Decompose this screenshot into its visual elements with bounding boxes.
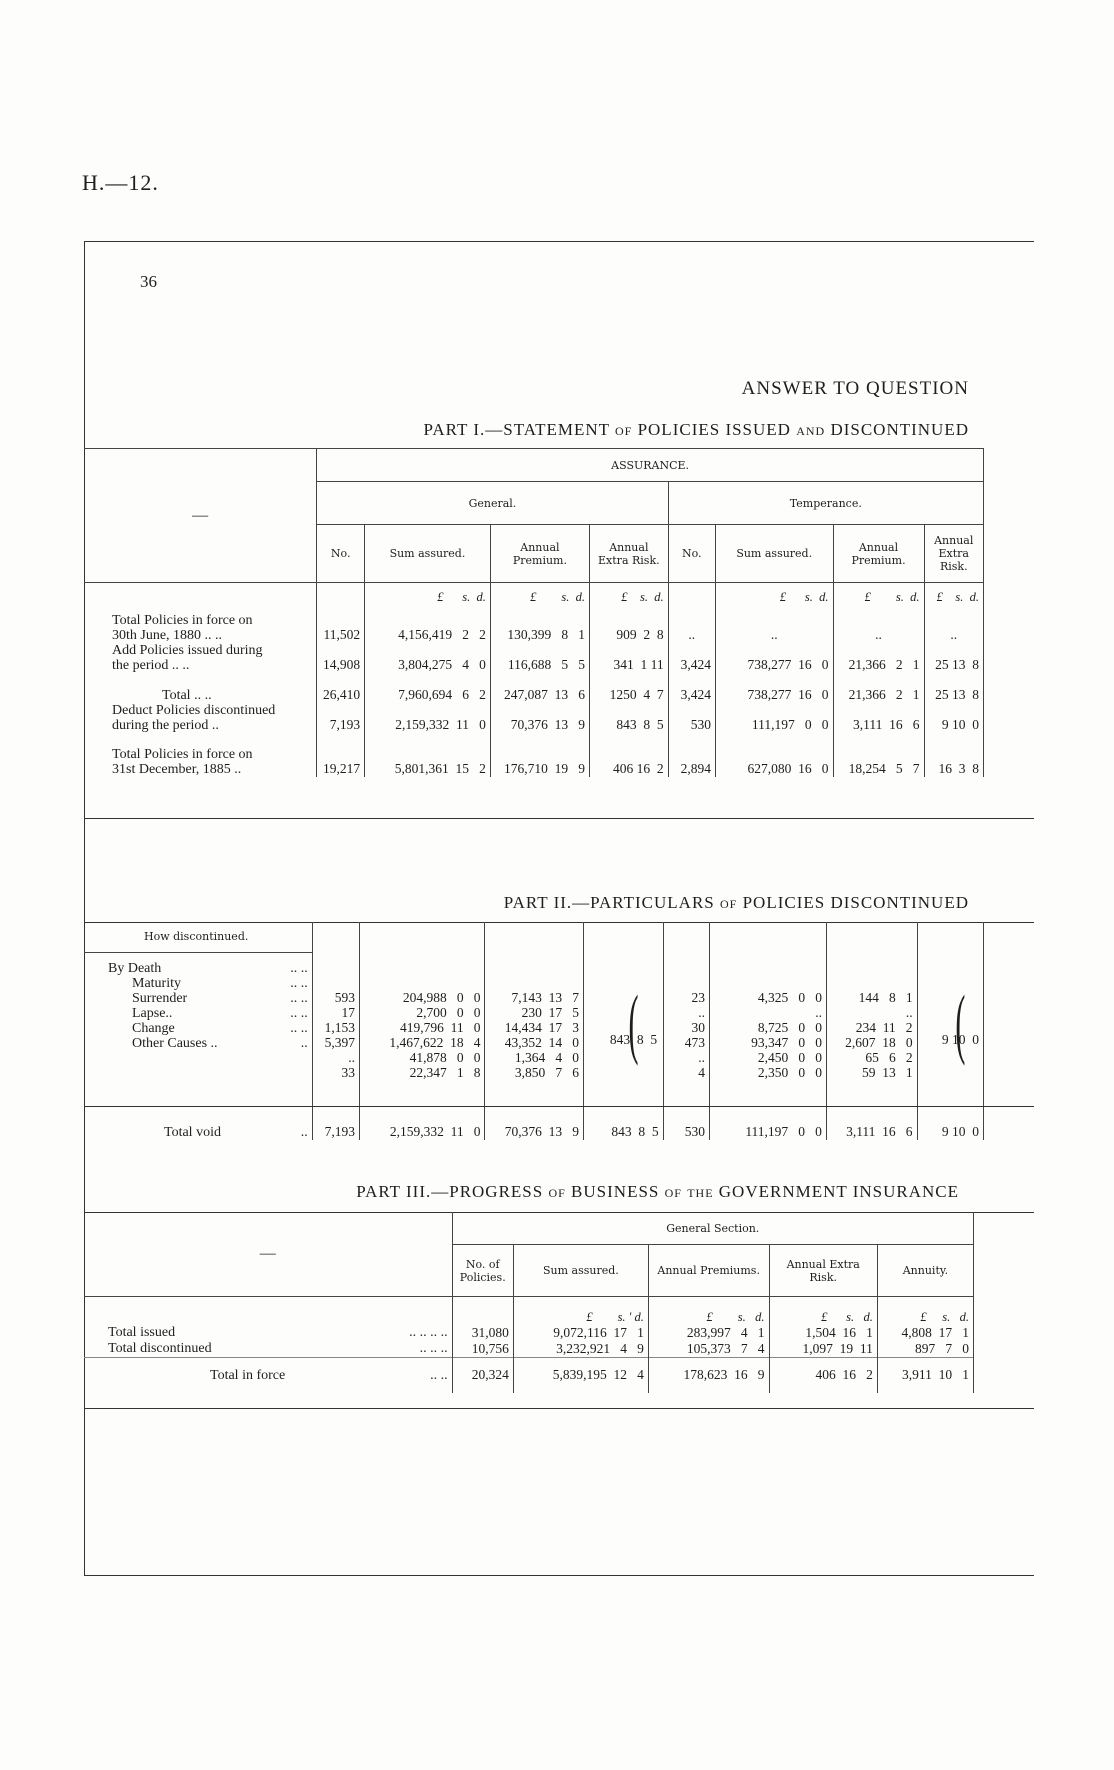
t-extra-header: Annual Extra Risk. — [924, 525, 983, 583]
g-premium-unit: £ s. d. — [490, 583, 589, 613]
g-premium-cell: 43,352 14 0 — [504, 1035, 579, 1050]
row-label: the period .. .. — [112, 657, 190, 673]
row-label: during the period .. — [112, 717, 219, 733]
t-premium-unit: £ s. d. — [833, 583, 924, 613]
left-brace-icon: ( — [628, 981, 639, 1068]
leader-dots: .. .. — [290, 975, 308, 991]
g-no-cell: 33 — [341, 1065, 355, 1080]
top-rule — [84, 241, 1034, 242]
t-no-cell: 530 — [668, 703, 715, 733]
discontinued-reason: Surrender — [132, 990, 188, 1006]
row-label: Total discontinued — [108, 1341, 212, 1356]
premium-cell: 178,623 16 9 — [648, 1357, 769, 1393]
t-premium-cell: .. — [905, 1005, 913, 1020]
t-no-cell: 30 — [691, 1020, 705, 1035]
g-premium-cell: 116,688 5 5 — [490, 643, 589, 673]
g-sum-cell: 1,467,622 18 4 — [389, 1035, 481, 1050]
row-label: Deduct Policies discontinued — [112, 702, 276, 718]
leader-dots: .. .. — [290, 960, 308, 976]
t-sum-header: Sum assured. — [715, 525, 833, 583]
g-no-cell: 26,410 — [317, 673, 365, 703]
premium-cell: 283,997 4 1 — [648, 1325, 769, 1341]
g-sum-cell: 4,156,419 2 2 — [365, 613, 491, 643]
t-premium-cell: 65 6 2 — [865, 1050, 913, 1065]
leader-dots: .. .. — [430, 1367, 448, 1383]
total-void-label: Total void — [164, 1125, 221, 1140]
premiums-header: Annual Premiums. — [648, 1245, 769, 1297]
premium-cell: 105,373 7 4 — [648, 1341, 769, 1358]
sum-cell: 5,839,195 12 4 — [513, 1357, 648, 1393]
leader-dots: .. .. — [290, 1020, 308, 1036]
t-extra-cell: 25 13 8 — [924, 643, 983, 673]
g-sum-header: Sum assured. — [365, 525, 491, 583]
g-extra-cell: 1250 4 7 — [590, 673, 669, 703]
g-sum-cell: 3,804,275 4 0 — [365, 643, 491, 673]
no-policies-header: No. of Policies. — [452, 1245, 513, 1297]
part3-title: PART III.—PROGRESS of BUSINESS of the GOVERNMENT INSURANCE — [356, 1182, 959, 1201]
t-no-header: No. — [668, 525, 715, 583]
g-no-cell: 593 — [334, 990, 355, 1005]
t-sum-cell: 738,277 16 0 — [715, 673, 833, 703]
t-premium-cell: 21,366 2 1 — [833, 643, 924, 673]
no-cell: 31,080 — [452, 1325, 513, 1341]
g-premium-cell: 3,850 7 6 — [514, 1065, 579, 1080]
page-number: 36 — [140, 272, 157, 291]
row-label: 30th June, 1880 .. .. — [112, 627, 223, 643]
g-sum-cell: 2,700 0 0 — [416, 1005, 481, 1020]
g-no-cell: 5,397 — [324, 1035, 355, 1050]
g-no-cell: 19,217 — [317, 733, 365, 777]
part1-bottom-rule — [84, 818, 1034, 819]
row-label: Add Policies issued during — [112, 642, 263, 658]
part2-title: PART II.—PARTICULARS of POLICIES DISCONTINUED — [503, 893, 969, 912]
t-sum-unit: £ s. d. — [715, 583, 833, 613]
answer-heading: ANSWER TO QUESTION — [741, 378, 969, 399]
g-premium-cell: 70,376 13 9 — [485, 1110, 584, 1140]
t-extra-cell: .. — [924, 613, 983, 643]
t-no-cell: 3,424 — [668, 643, 715, 673]
t-premium-cell: 21,366 2 1 — [833, 673, 924, 703]
g-sum-cell: 419,796 11 0 — [399, 1020, 481, 1035]
part1-table — [84, 448, 984, 777]
g-premium-cell: 7,143 13 7 — [511, 990, 579, 1005]
table-row — [84, 613, 984, 643]
discontinued-reason: Maturity — [132, 975, 181, 991]
annuity-cell: 3,911 10 1 — [877, 1357, 973, 1393]
premiums-unit: £ s. d. — [648, 1297, 769, 1325]
discontinued-reason: By Death — [108, 960, 162, 976]
leader-dots: .. .. .. .. — [409, 1325, 448, 1340]
table-row — [84, 673, 984, 703]
t-no-cell: 2,894 — [668, 733, 715, 777]
t-premium-cell: 59 13 1 — [861, 1065, 913, 1080]
part3-stub-dash: — — [259, 1245, 276, 1262]
t-sum-cell: 627,080 16 0 — [715, 733, 833, 777]
t-premium-cell: 3,111 16 6 — [833, 703, 924, 733]
part2-bottom-rule — [84, 1106, 1034, 1107]
t-premium-cell: 2,607 18 0 — [845, 1035, 913, 1050]
table-row — [84, 1110, 984, 1140]
extra-risk-header: Annual Extra Risk. — [769, 1245, 877, 1297]
extra-cell: 406 16 2 — [769, 1357, 877, 1393]
t-sum-cell: 2,450 0 0 — [757, 1050, 822, 1065]
table-row — [84, 1325, 974, 1341]
temperance-header: Temperance. — [668, 482, 983, 525]
table-row — [84, 1357, 974, 1393]
annuity-cell: 4,808 17 1 — [877, 1325, 973, 1341]
leader-dots: .. — [300, 1125, 308, 1140]
g-sum-cell: 2,159,332 11 0 — [365, 703, 491, 733]
row-label: Total issued — [108, 1325, 176, 1340]
g-sum-cell: 7,960,694 6 2 — [365, 673, 491, 703]
t-no-cell: 4 — [698, 1065, 705, 1080]
g-sum-cell: 5,801,361 15 2 — [365, 733, 491, 777]
document-code: H.—12. — [82, 170, 159, 195]
t-sum-cell: 93,347 0 0 — [751, 1035, 822, 1050]
g-premium-cell: 14,434 17 3 — [504, 1020, 579, 1035]
t-no-cell: 3,424 — [668, 673, 715, 703]
t-extra-cell: 9 10 0 — [924, 703, 983, 733]
row-label: Total Policies in force on — [112, 746, 253, 762]
t-sum-cell: 4,325 0 0 — [757, 990, 822, 1005]
g-premium-cell: 1,364 4 0 — [514, 1050, 579, 1065]
g-extra-header: Annual Extra Risk. — [590, 525, 669, 583]
annuity-unit: £ s. d. — [877, 1297, 973, 1325]
g-extra-cell: 843 8 5 — [590, 703, 669, 733]
t-no-cell: 530 — [663, 1110, 709, 1140]
g-extra-cell: 843 8 5 — [583, 1110, 663, 1140]
t-premium-cell: .. — [833, 613, 924, 643]
g-no-header: No. — [317, 525, 365, 583]
leader-dots: .. .. — [290, 990, 308, 1006]
left-brace-icon: ( — [955, 981, 966, 1068]
sum-cell: 3,232,921 4 9 — [513, 1341, 648, 1358]
t-premium-header: Annual Premium. — [833, 525, 924, 583]
t-no-cell: .. — [698, 1050, 705, 1065]
annuity-cell: 897 7 0 — [877, 1341, 973, 1358]
g-no-cell: 1,153 — [324, 1020, 355, 1035]
table-row — [84, 733, 984, 777]
extra-cell: 1,097 19 11 — [769, 1341, 877, 1358]
g-extra-unit: £ s. d. — [590, 583, 669, 613]
t-sum-cell: 738,277 16 0 — [715, 643, 833, 673]
row-label: Total .. .. — [162, 687, 212, 703]
leader-dots: .. — [300, 1035, 308, 1051]
leader-dots: .. .. — [290, 1005, 308, 1021]
page-bottom-rule — [84, 1575, 1034, 1576]
g-no-cell: 17 — [341, 1005, 355, 1020]
row-label: Total Policies in force on — [112, 612, 253, 628]
no-cell: 10,756 — [452, 1341, 513, 1358]
table-row — [84, 703, 984, 733]
no-cell: 20,324 — [452, 1357, 513, 1393]
general-header: General. — [317, 482, 668, 525]
g-premium-cell: 176,710 19 9 — [490, 733, 589, 777]
g-premium-cell: 247,087 13 6 — [490, 673, 589, 703]
sum-header: Sum assured. — [513, 1245, 648, 1297]
table-row — [84, 1341, 974, 1358]
table-row — [84, 643, 984, 673]
t-sum-cell: .. — [815, 1005, 822, 1020]
g-sum-unit: £ s. d. — [365, 583, 491, 613]
t-premium-cell: 3,111 16 6 — [826, 1110, 917, 1140]
g-extra-cell: 843 8 5 — [609, 1031, 658, 1047]
t-extra-cell: 16 3 8 — [924, 733, 983, 777]
sum-unit: £ s. ' d. — [513, 1297, 648, 1325]
t-premium-cell: 234 11 2 — [855, 1020, 913, 1035]
g-extra-cell: 341 1 11 — [590, 643, 669, 673]
g-premium-cell: 70,376 13 9 — [490, 703, 589, 733]
t-sum-cell: 2,350 0 0 — [757, 1065, 822, 1080]
g-extra-cell: 909 2 8 — [590, 613, 669, 643]
t-premium-cell: 144 8 1 — [858, 990, 913, 1005]
g-sum-cell: 22,347 1 8 — [409, 1065, 481, 1080]
g-no-cell: 7,193 — [317, 703, 365, 733]
t-extra-cell: 25 13 8 — [924, 673, 983, 703]
extra-cell: 1,504 16 1 — [769, 1325, 877, 1341]
part3-bottom-rule — [84, 1408, 1034, 1409]
g-premium-cell: 130,399 8 1 — [490, 613, 589, 643]
t-premium-cell: 18,254 5 7 — [833, 733, 924, 777]
t-extra-unit: £ s. d. — [924, 583, 983, 613]
g-no-cell: 7,193 — [312, 1110, 359, 1140]
t-no-cell: 473 — [684, 1035, 705, 1050]
t-no-cell: 23 — [691, 990, 705, 1005]
g-premium-header: Annual Premium. — [490, 525, 589, 583]
part2-table — [84, 922, 984, 1140]
leader-dots: .. .. .. — [419, 1341, 448, 1356]
g-extra-cell: 406 16 2 — [590, 733, 669, 777]
t-sum-cell: 111,197 0 0 — [710, 1110, 827, 1140]
part1-stub-dash: — — [192, 506, 209, 524]
part3-table — [84, 1212, 974, 1393]
how-discontinued-header: How discontinued. — [84, 922, 312, 952]
discontinued-reason: Lapse.. — [132, 1005, 173, 1021]
sum-cell: 9,072,116 17 1 — [513, 1325, 648, 1341]
extra-unit: £ s. d. — [769, 1297, 877, 1325]
g-sum-cell: 41,878 0 0 — [409, 1050, 481, 1065]
g-no-cell: .. — [348, 1050, 355, 1065]
assurance-header: ASSURANCE. — [317, 449, 984, 482]
annuity-header: Annuity. — [877, 1245, 973, 1297]
discontinued-reason: Change — [132, 1020, 175, 1036]
g-sum-cell: 2,159,332 11 0 — [359, 1110, 485, 1140]
g-sum-cell: 204,988 0 0 — [402, 990, 481, 1005]
g-premium-cell: 230 17 5 — [521, 1005, 579, 1020]
g-no-cell: 11,502 — [317, 613, 365, 643]
general-section-header: General Section. — [452, 1212, 973, 1245]
t-extra-cell: 9 10 0 — [941, 1031, 979, 1047]
g-no-cell: 14,908 — [317, 643, 365, 673]
discontinued-reason: Other Causes .. — [132, 1035, 218, 1051]
total-in-force-label: Total in force — [210, 1367, 286, 1383]
part1-title: PART I.—STATEMENT of POLICIES ISSUED and DISCONTINUED — [423, 420, 969, 439]
t-extra-cell: 9 10 0 — [917, 1110, 983, 1140]
t-no-cell: .. — [698, 1005, 705, 1020]
t-sum-cell: 111,197 0 0 — [715, 703, 833, 733]
row-label: 31st December, 1885 .. — [112, 761, 242, 777]
t-no-cell: .. — [668, 613, 715, 643]
t-sum-cell: 8,725 0 0 — [757, 1020, 822, 1035]
t-sum-cell: .. — [715, 613, 833, 643]
